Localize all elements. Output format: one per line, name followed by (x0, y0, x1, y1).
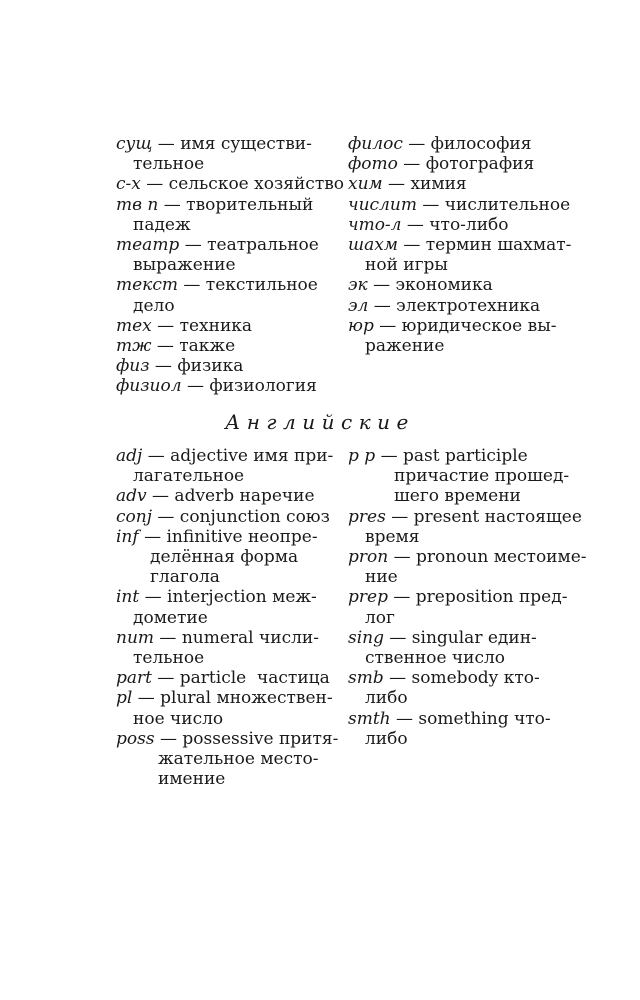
glossary-entry (116, 376, 328, 396)
definition: — что-либо (401, 214, 509, 235)
glossary-entry (348, 296, 558, 316)
abbreviation: сущ (116, 134, 153, 154)
definition-continuation: лагательное (133, 466, 245, 487)
definition: — юридическое вы- (373, 315, 557, 336)
glossary-entry (348, 194, 571, 215)
abbreviation: хим (348, 174, 383, 195)
definition: — interjection меж- (139, 587, 317, 608)
entry-first-line (348, 316, 558, 336)
definition: — также (151, 336, 236, 357)
definition: — творительный (158, 194, 314, 215)
abbreviation: физиол (116, 376, 182, 397)
abbreviation: p p (348, 446, 376, 466)
glossary-entry (116, 336, 328, 356)
definition-continuation: тельное (133, 154, 205, 175)
definition-continuation: либо (365, 728, 408, 749)
english-abbreviations-left-column (116, 446, 339, 790)
definition: — философия (402, 134, 532, 154)
definition-continuation: ражение (365, 336, 445, 357)
entry-first-line (348, 709, 560, 729)
glossary-entry (348, 709, 560, 749)
definition-continuation: дометие (133, 607, 208, 628)
definition-continuation: глагола (150, 567, 220, 588)
definition-continuation: делённая форма (150, 547, 299, 568)
glossary-entry (348, 547, 587, 588)
definition-continuation: жательное место- (158, 749, 319, 770)
abbreviation: фото (348, 154, 398, 175)
definition-continuation: ное число (133, 708, 224, 729)
abbreviation: эл (348, 295, 369, 316)
glossary-entry (348, 154, 558, 174)
entry-first-line (116, 668, 328, 688)
definition-continuation: причастие прошед- (394, 466, 570, 487)
definition: — техника (151, 315, 253, 336)
definition-continuation: ственное число (365, 648, 506, 669)
definition-continuation: тельное (133, 648, 205, 669)
glossary-entry (116, 486, 328, 506)
glossary-entry (348, 235, 572, 276)
entry-first-line (348, 235, 572, 256)
abbreviation: тех (116, 315, 152, 336)
entry-first-line (348, 547, 587, 568)
glossary-entry (116, 356, 328, 376)
entry-first-line (116, 336, 328, 356)
definition: — числительное (416, 194, 571, 215)
abbreviation: conj (116, 506, 152, 527)
abbreviation: театр (116, 235, 180, 256)
definition: — физиология (181, 376, 317, 397)
abbreviation: sing (348, 627, 384, 648)
abbreviation: что-л (348, 214, 402, 235)
abbreviation: num (116, 627, 155, 648)
definition: — фотография (397, 154, 535, 175)
abbreviation: филос (348, 134, 403, 154)
entry-first-line (116, 587, 328, 607)
definition-continuation: либо (365, 688, 408, 709)
definition: — particle частица (151, 668, 330, 689)
definition: — adverb наречие (146, 486, 315, 507)
glossary-entry (116, 134, 328, 174)
abbreviation: с-х (116, 174, 141, 195)
entry-first-line (348, 587, 568, 608)
entry-first-line (348, 134, 558, 154)
entry-first-line (348, 275, 558, 295)
glossary-entry (116, 446, 334, 487)
russian-abbreviations-left-column (116, 134, 345, 397)
abbreviation: prep (348, 587, 388, 608)
definition-continuation: выражение (133, 255, 236, 276)
definition: — pronoun местоиме- (388, 547, 587, 568)
abbreviation: inf (116, 526, 139, 547)
entry-first-line (348, 154, 558, 174)
entry-first-line (116, 446, 334, 466)
entry-first-line (348, 194, 571, 215)
entry-first-line (116, 195, 328, 215)
glossary-entry (116, 527, 328, 588)
definition: — adjective имя при- (142, 446, 334, 466)
definition-continuation: дело (133, 295, 175, 316)
glossary-entry (116, 668, 328, 688)
entry-first-line (348, 296, 558, 316)
entry-first-line (116, 134, 328, 154)
definition: — театральное (179, 235, 319, 256)
entry-first-line (116, 688, 333, 709)
abbreviation: adv (116, 486, 147, 507)
entry-first-line (116, 376, 328, 396)
entry-first-line (116, 235, 328, 255)
abbreviation: pres (348, 506, 386, 527)
entry-first-line (116, 275, 328, 295)
abbreviation: part (116, 668, 152, 689)
entry-first-line (348, 215, 558, 235)
section-heading-english: Английские (225, 410, 415, 434)
definition: — something что- (390, 708, 551, 729)
abbreviation: физ (116, 356, 150, 377)
definition-continuation: имение (158, 769, 226, 790)
definition: — present настоящее (385, 506, 582, 527)
entry-first-line (116, 356, 328, 376)
definition-continuation: ние (365, 567, 398, 588)
abbreviation: юр (348, 315, 374, 336)
entry-first-line (116, 174, 345, 195)
entry-first-line (116, 316, 328, 336)
entry-first-line (348, 668, 560, 688)
entry-first-line (348, 174, 558, 194)
definition: — электротехника (368, 295, 541, 316)
definition: — физика (149, 356, 244, 377)
glossary-entry (116, 275, 328, 315)
definition: — past participle (375, 446, 528, 466)
abbreviation: smb (348, 668, 384, 689)
abbreviation: smth (348, 708, 391, 729)
definition: — singular един- (384, 627, 537, 648)
glossary-entry (116, 235, 328, 275)
definition: — possessive притя- (154, 728, 339, 749)
definition-continuation: время (365, 526, 420, 547)
english-abbreviations-right-column (348, 446, 587, 749)
glossary-entry (116, 688, 333, 729)
glossary-entry (348, 316, 558, 356)
abbreviation: тв п (116, 194, 159, 215)
glossary-entry (116, 174, 345, 195)
definition: — имя существи- (152, 134, 312, 154)
glossary-entry (116, 628, 328, 668)
entry-first-line (116, 628, 328, 648)
definition: — preposition пред- (387, 587, 568, 608)
definition: — сельское хозяйство (140, 174, 345, 195)
glossary-entry (116, 195, 328, 235)
definition: — somebody кто- (383, 668, 540, 689)
glossary-entry (116, 587, 328, 627)
entry-first-line (348, 446, 560, 466)
glossary-entry (116, 728, 339, 790)
glossary-entry (348, 668, 560, 708)
entry-first-line (116, 507, 328, 527)
glossary-entry (348, 446, 570, 507)
glossary-entry (348, 506, 582, 547)
abbreviation: adj (116, 446, 143, 466)
entry-first-line (348, 506, 582, 527)
abbreviation: poss (116, 728, 155, 749)
definition: — numeral числи- (154, 627, 319, 648)
glossary-entry (116, 507, 328, 527)
abbreviation: эк (348, 275, 368, 296)
definition: — infinitive неопре- (138, 526, 318, 547)
entry-first-line (116, 486, 328, 506)
russian-abbreviations-right-column (348, 134, 572, 357)
glossary-entry (348, 587, 568, 628)
abbreviation: шахм (348, 235, 398, 256)
entry-first-line (116, 527, 328, 547)
definition-continuation: падеж (133, 214, 191, 235)
glossary-entry (348, 628, 560, 668)
glossary-entry (348, 134, 558, 154)
definition-continuation: ной игры (365, 255, 448, 276)
abbreviation: int (116, 587, 140, 608)
definition-continuation: шего времени (394, 486, 521, 507)
entry-first-line (116, 728, 339, 749)
definition: — conjunction союз (151, 506, 330, 527)
abbreviation: текст (116, 275, 178, 296)
abbreviation: тж (116, 336, 152, 357)
definition: — текстильное (177, 275, 318, 296)
abbreviation: числит (348, 194, 417, 215)
abbreviation: pron (348, 547, 389, 568)
definition: — экономика (367, 275, 493, 296)
definition: — химия (382, 174, 467, 195)
glossary-entry (116, 316, 328, 336)
definition-continuation: лог (365, 607, 395, 628)
definition: — plural множествен- (132, 688, 333, 709)
glossary-entry (348, 215, 558, 235)
glossary-entry (348, 174, 558, 194)
abbreviation: pl (116, 688, 133, 709)
entry-first-line (348, 628, 560, 648)
definition: — термин шахмат- (397, 235, 572, 256)
glossary-entry (348, 275, 558, 295)
